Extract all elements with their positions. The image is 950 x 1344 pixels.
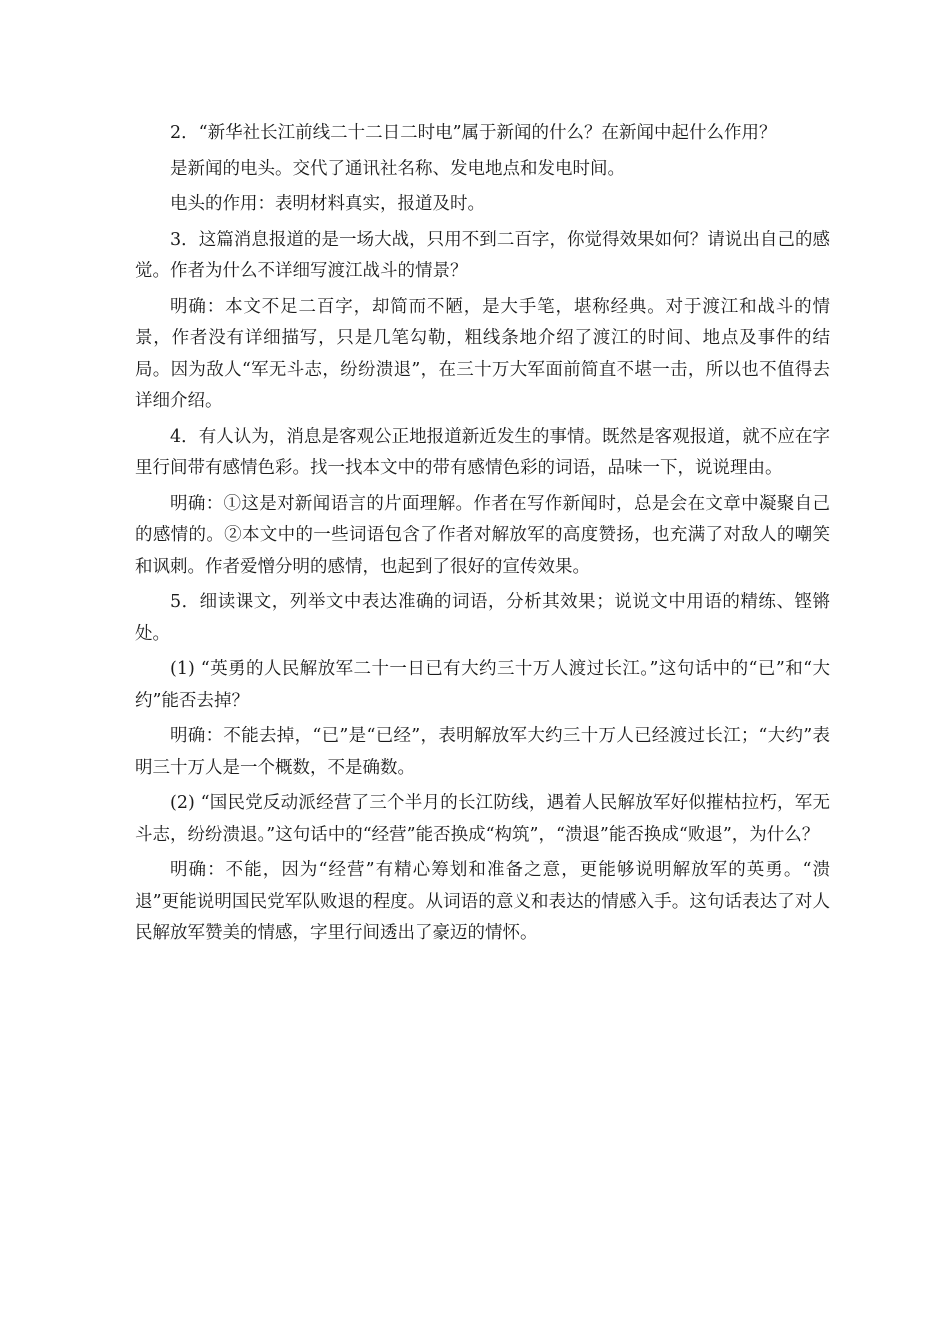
answer-5-2: 明确：不能，因为“经营”有精心筹划和准备之意，更能够说明解放军的英勇。“溃退”更能说明国民党军队败退的程度。从词语的意义和表达的情感入手。这句话表达了对人民解放军赞美的情感，字里行间透出了豪迈的情怀。 <box>135 860 830 943</box>
question-5: 5．细读课文，列举文中表达准确的词语，分析其效果；说说文中用语的精练、铿锵处。 <box>135 592 830 644</box>
sub-question-5-1: (1) “英勇的人民解放军二十一日已有大约三十万人渡过长江。”这句话中的“已”和“大约”能否去掉？ <box>135 659 830 711</box>
answer-3: 明确：本文不足二百字，却简而不陋，是大手笔，堪称经典。对于渡江和战斗的情景，作者没有详细描写，只是几笔勾勒，粗线条地介绍了渡江的时间、地点及事件的结局。因为敌人“军无斗志，纷纷溃退”，在三十万大军面前简直不堪一击，所以也不值得去详细介绍。 <box>135 296 830 411</box>
document-body <box>135 118 830 954</box>
sub-question-5-2: (2) “国民党反动派经营了三个半月的长江防线，遇着人民解放军好似摧枯拉朽，军无斗志，纷纷溃退。”这句话中的“经营”能否换成“构筑”，“溃退”能否换成“败退”，为什么？ <box>135 793 830 845</box>
answer-2-line-1: 是新闻的电头。交代了通讯社名称、发电地点和发电时间。 <box>170 158 625 179</box>
answer-5-1: 明确：不能去掉，“已”是“已经”，表明解放军大约三十万人已经渡过长江；“大约”表明三十万人是一个概数，不是确数。 <box>135 726 830 778</box>
answer-4: 明确：①这是对新闻语言的片面理解。作者在写作新闻时，总是会在文章中凝聚自己的感情的。②本文中的一些词语包含了作者对解放军的高度赞扬，也充满了对敌人的嘲笑和讽刺。作者爱憎分明的感情，也起到了很好的宣传效果。 <box>135 493 830 577</box>
question-2: 2．“新华社长江前线二十二日二时电”属于新闻的什么？在新闻中起什么作用？ <box>170 123 777 143</box>
answer-2-line-2: 电头的作用：表明材料真实，报道及时。 <box>170 194 485 214</box>
question-4: 4．有人认为，消息是客观公正地报道新近发生的事情。既然是客观报道，就不应在字里行间带有感情色彩。找一找本文中的带有感情色彩的词语，品味一下，说说理由。 <box>135 426 830 478</box>
question-3: 3．这篇消息报道的是一场大战，只用不到二百字，你觉得效果如何？请说出自己的感觉。作者为什么不详细写渡江战斗的情景？ <box>135 229 830 281</box>
